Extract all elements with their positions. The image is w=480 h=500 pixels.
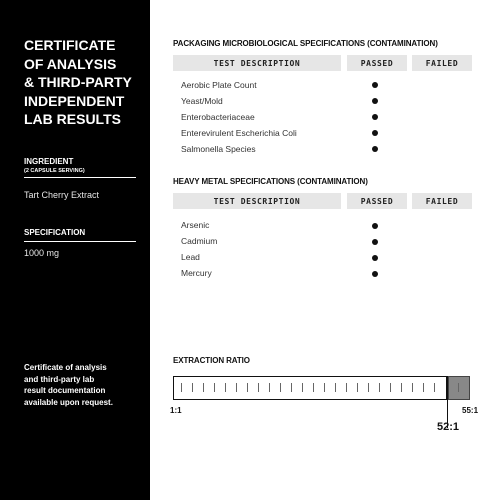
micro-row-label: Aerobic Plate Count: [181, 80, 257, 90]
gauge-tick: [258, 383, 259, 392]
metal-row-label: Arsenic: [181, 220, 210, 230]
gauge-tick: [192, 383, 193, 392]
gauge-tick: [181, 383, 182, 392]
gauge-tick: [280, 383, 281, 392]
title-line: INDEPENDENT: [24, 92, 125, 109]
passed-dot-icon: [372, 98, 378, 104]
title-line: CERTIFICATE: [24, 37, 116, 53]
specification-divider: [24, 241, 136, 242]
passed-dot-icon: [372, 82, 378, 88]
ingredient-value: Tart Cherry Extract: [24, 190, 100, 200]
metal-row-label: Mercury: [181, 268, 212, 278]
gauge-tick: [357, 383, 358, 392]
micro-header-failed: FAILED: [412, 55, 472, 71]
specification-label: SPECIFICATION: [24, 228, 86, 237]
gauge-tick: [434, 383, 435, 392]
gauge-tick: [291, 383, 292, 392]
title-line: LAB RESULTS: [24, 111, 121, 127]
sidebar: [0, 0, 150, 500]
micro-header-passed: PASSED: [347, 55, 407, 71]
gauge-tick: [368, 383, 369, 392]
gauge-tick: [203, 383, 204, 392]
gauge-tick: [335, 383, 336, 392]
metal-row-label: Cadmium: [181, 236, 218, 246]
extraction-gauge-remainder: [448, 376, 470, 400]
passed-dot-icon: [372, 130, 378, 136]
certificate-title: [24, 36, 146, 129]
metal-row-label: Lead: [181, 252, 200, 262]
ratio-min-label: 1:1: [170, 406, 182, 415]
gauge-tick: [458, 383, 459, 392]
metal-header-failed: FAILED: [412, 193, 472, 209]
title-line: & THIRD-PARTY: [24, 74, 132, 90]
ingredient-serving-note: (2 CAPSULE SERVING): [24, 168, 85, 174]
gauge-tick: [214, 383, 215, 392]
note-line: and third-party lab: [24, 374, 95, 384]
note-line: result documentation: [24, 386, 106, 395]
micro-header-test-description: TEST DESCRIPTION: [173, 55, 341, 71]
micro-row-label: Salmonella Species: [181, 144, 256, 154]
micro-section-title: PACKAGING MICROBIOLOGICAL SPECIFICATIONS (CONTAMINATION): [173, 39, 438, 48]
passed-dot-icon: [372, 114, 378, 120]
passed-dot-icon: [372, 223, 378, 229]
note-line: available upon request.: [24, 397, 113, 407]
micro-row-label: Yeast/Mold: [181, 96, 223, 106]
gauge-tick: [302, 383, 303, 392]
availability-note: [24, 362, 136, 408]
ingredient-divider: [24, 177, 136, 178]
ratio-max-label: 55:1: [462, 406, 479, 415]
note-line: Certificate of analysis: [24, 363, 107, 372]
title-line: OF ANALYSIS: [24, 55, 117, 72]
gauge-tick: [313, 383, 314, 392]
gauge-tick: [269, 383, 270, 392]
metal-header-passed: PASSED: [347, 193, 407, 209]
gauge-tick: [346, 383, 347, 392]
passed-dot-icon: [372, 239, 378, 245]
metal-header-test-description: TEST DESCRIPTION: [173, 193, 341, 209]
gauge-tick: [324, 383, 325, 392]
gauge-tick: [423, 383, 424, 392]
passed-dot-icon: [372, 255, 378, 261]
micro-row-label: Enterobacteriaceae: [181, 112, 255, 122]
ingredient-label: INGREDIENT: [24, 157, 74, 166]
gauge-tick: [412, 383, 413, 392]
gauge-tick: [390, 383, 391, 392]
extraction-title: EXTRACTION RATIO: [173, 356, 250, 365]
ratio-value-label: 52:1: [437, 421, 460, 433]
gauge-tick: [401, 383, 402, 392]
passed-dot-icon: [372, 271, 378, 277]
gauge-tick: [225, 383, 226, 392]
specification-value: 1000 mg: [24, 248, 60, 258]
gauge-tick: [379, 383, 380, 392]
passed-dot-icon: [372, 146, 378, 152]
micro-row-label: Enterevirulent Escherichia Coli: [181, 128, 297, 138]
gauge-tick: [236, 383, 237, 392]
gauge-tick: [247, 383, 248, 392]
metal-section-title: HEAVY METAL SPECIFICATIONS (CONTAMINATION): [173, 177, 368, 186]
